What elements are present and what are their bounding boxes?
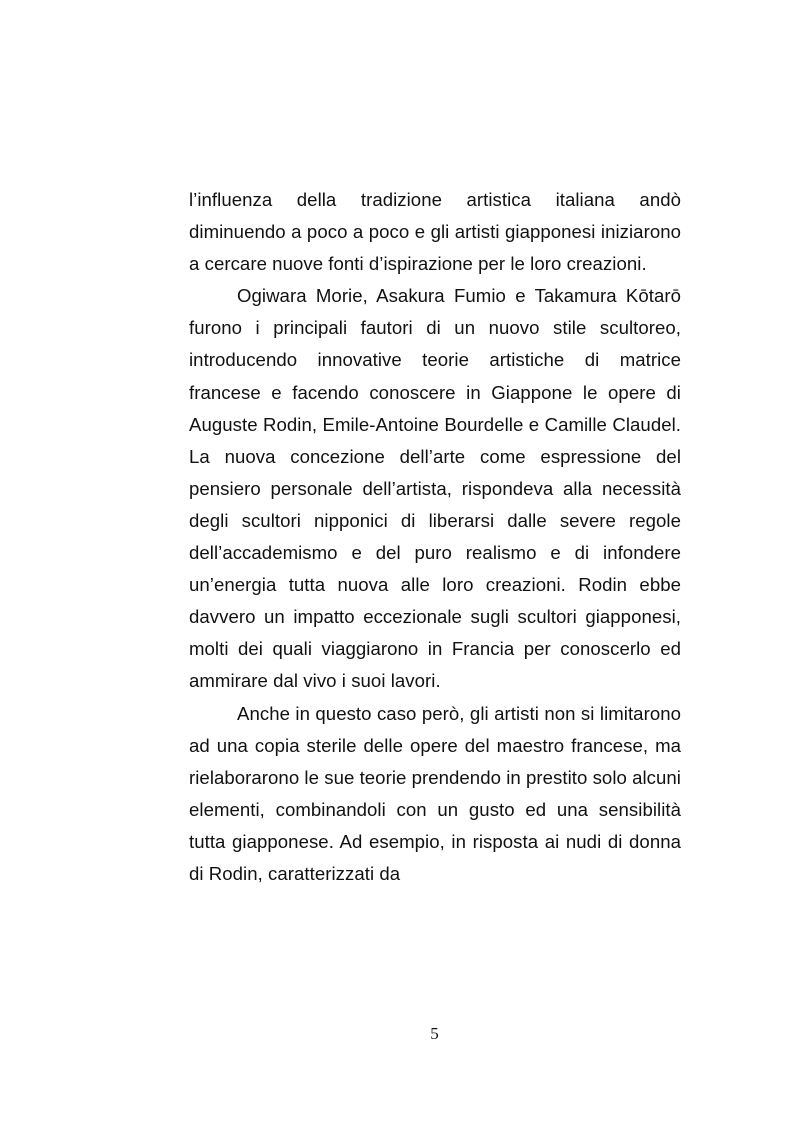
paragraph-3: Anche in questo caso però, gli artisti non si limitarono ad una copia sterile delle opere del maestro francese, ma rielaborarono le sue teorie prendendo in prestito solo alcuni elementi, combinandoli con un gusto ed una sensibilità tutta giapponese. Ad esempio, in risposta ai nudi di donna di Rodin, caratterizzati da <box>189 702 681 884</box>
page-number-container <box>76 1024 793 1044</box>
paragraph-1: l’influenza della tradizione artistica italiana andò diminuendo a poco a poco e gli artisti giapponesi iniziarono a cercare nuove fonti d’ispirazione per le loro creazioni. <box>189 189 681 275</box>
body-text <box>189 184 681 890</box>
page-number: 5 <box>430 1024 439 1043</box>
paragraph-2: Ogiwara Morie, Asakura Fumio e Takamura Kōtarō furono i principali fautori di un nuovo stile scultoreo, introducendo innovative teorie artistiche di matrice francese e facendo conoscere in Giappone le opere di Auguste Rodin, Emile-Antoine Bourdelle e Camille Claudel. La nuova concezione dell’arte come espressione del pensiero personale dell’artista, rispondeva alla necessità degli scultori nipponici di liberarsi dalle severe regole dell’accademismo e del puro realismo e di infondere un’energia tutta nuova alle loro creazioni. Rodin ebbe davvero un impatto eccezionale sugli scultori giapponesi, molti dei quali viaggiarono in Francia per conoscerlo ed ammirare dal vivo i suoi lavori. <box>189 285 681 692</box>
